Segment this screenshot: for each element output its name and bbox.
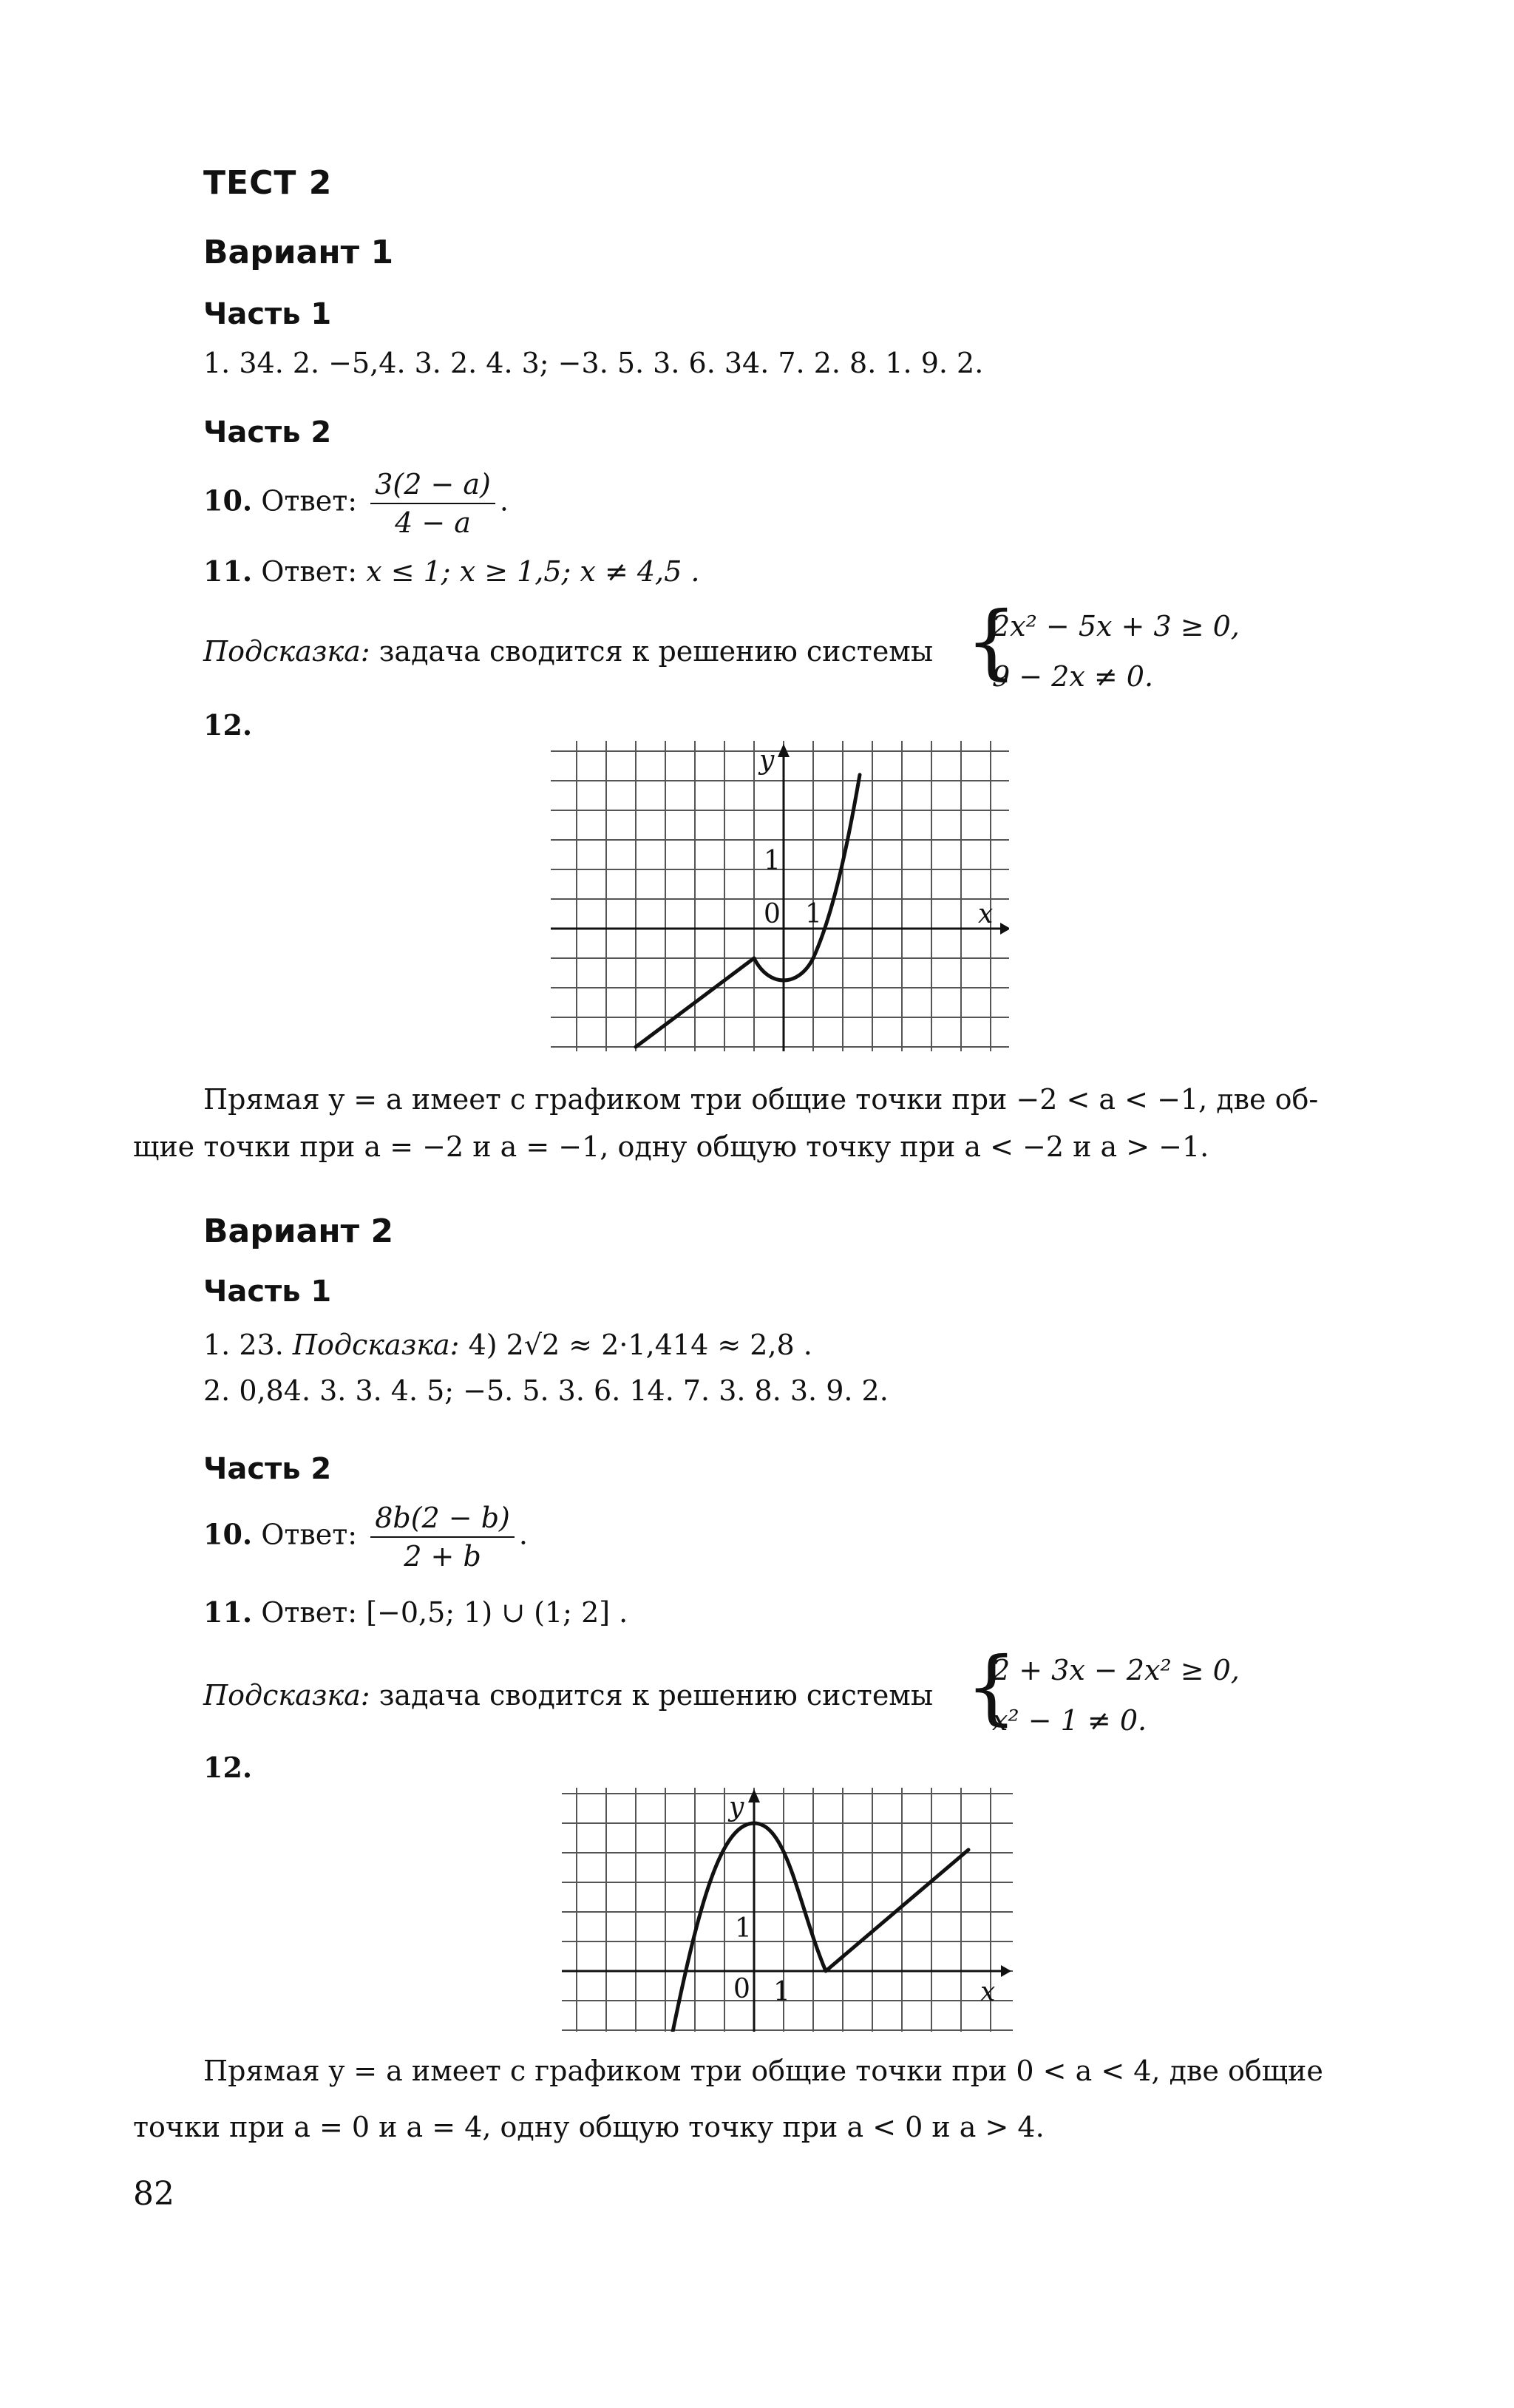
v1-conclusion-line-1: Прямая y = a имеет с графиком три общие точки при −2 < a < −1, две об- [203, 1083, 1319, 1116]
v2-q10-label: 10. [203, 1517, 253, 1551]
v2-q11-answer-word: Ответ: [261, 1596, 358, 1629]
v2-conclusion-line-1: Прямая y = a имеет с графиком три общие точки при 0 < a < 4, две общие [203, 2055, 1323, 2087]
v1-q10-numerator: 3(2 − a) [370, 467, 495, 504]
v2-q10-answer-word: Ответ: [261, 1518, 358, 1551]
v2-conclusion-line-2: точки при a = 0 и a = 4, одну общую точку при a < 0 и a > 4. [133, 2111, 1045, 2143]
page-number: 82 [133, 2175, 174, 2213]
v2-graph-x-arrow [1001, 1965, 1011, 1977]
v1-conclusion-line-2: щие точки при a = −2 и a = −1, одну общую точку при a < −2 и a > −1. [133, 1130, 1209, 1163]
v1-q11-answer-word: Ответ: [261, 555, 358, 588]
v2-q10: 10. Ответ: $\frac{8b(2 - b)}{2 + b}$ . [203, 1502, 528, 1573]
v2-graph-one-x: 1 [773, 1977, 790, 2007]
v2-hint [203, 1677, 933, 1714]
v2-graph-zero: 0 [733, 1974, 750, 2004]
v1-graph-zero: 0 [764, 899, 781, 929]
v2-hint-word: Подсказка: [203, 1679, 370, 1712]
v2-part1-line1-prefix: 1. 23. [203, 1329, 284, 1361]
v2-graph [562, 1788, 1013, 2032]
v1-graph-grid [551, 741, 1009, 1051]
v2-part1-title: Часть 1 [203, 1275, 332, 1309]
v2-q10-denominator: 2 + b [404, 1540, 481, 1573]
v2-system-line-1: 2 + 3x − 2x² ≥ 0, [992, 1654, 1240, 1686]
v1-graph-x-label: x [978, 899, 994, 929]
v2-q11-label: 11. [203, 1595, 253, 1629]
v2-q11-answer: [−0,5; 1) ∪ (1; 2] . [366, 1596, 628, 1629]
v1-q10-denominator: 4 − a [395, 506, 471, 539]
v1-q10-label: 10. [203, 484, 253, 518]
variant-1-title: Вариант 1 [203, 234, 394, 271]
v1-q10-answer-word: Ответ: [261, 484, 358, 518]
v2-graph-x-label: x [980, 1977, 996, 2007]
v1-system-line-2: 9 − 2x ≠ 0. [992, 660, 1154, 693]
v1-part1-answers: 1. 34. 2. −5,4. 3. 2. 4. 3; −3. 5. 3. 6. 34. 7. 2. 8. 1. 9. 2. [203, 347, 984, 379]
v1-hint [203, 633, 933, 670]
v2-hint-text: задача сводится к решению системы [378, 1679, 934, 1712]
v1-q12-label: 12. [203, 708, 253, 742]
v1-graph [551, 741, 1009, 1051]
v1-hint-word: Подсказка: [203, 635, 370, 668]
v1-system-brace: { [965, 594, 1017, 688]
v2-graph-one-y: 1 [735, 1913, 752, 1944]
v1-part2-title: Часть 2 [203, 416, 332, 450]
v1-graph-y-label: y [759, 745, 775, 776]
v2-part1-line1-hint: Подсказка: [292, 1329, 460, 1361]
v1-system-line-1: 2x² − 5x + 3 ≥ 0, [992, 610, 1240, 642]
v1-q11-answer: x ≤ 1; x ≥ 1,5; x ≠ 4,5 . [366, 555, 700, 588]
v2-part1-line-2: 2. 0,84. 3. 3. 4. 5; −5. 5. 3. 6. 14. 7. 3. 8. 3. 9. 2. [203, 1374, 889, 1407]
v1-graph-one-y: 1 [764, 846, 781, 876]
v2-system-line-2: x² − 1 ≠ 0. [992, 1704, 1147, 1737]
v2-q11 [203, 1594, 628, 1631]
v1-graph-one-x: 1 [805, 899, 822, 929]
v1-q10: 10. Ответ: $\frac{3(2 - a)}{4 - a}$ . [203, 468, 509, 539]
v1-graph-x-arrow [1000, 923, 1009, 935]
v2-system-brace: { [965, 1639, 1017, 1734]
v1-part1-title: Часть 1 [203, 297, 332, 331]
v2-part2-title: Часть 2 [203, 1452, 332, 1486]
v2-part1-line-1 [203, 1326, 812, 1363]
v2-graph-y-label: y [729, 1792, 744, 1822]
v2-part1-line1-rest: 4) 2√2 ≈ 2·1,414 ≈ 2,8 . [468, 1329, 812, 1361]
v1-q11 [203, 553, 699, 590]
variant-2-title: Вариант 2 [203, 1213, 394, 1250]
v1-hint-text: задача сводится к решению системы [378, 635, 934, 668]
v1-q11-label: 11. [203, 554, 253, 588]
v1-graph-curve [636, 775, 860, 1047]
v2-graph-y-arrow [748, 1789, 760, 1802]
v2-q10-fraction [370, 1501, 515, 1573]
v2-q12-label: 12. [203, 1751, 253, 1784]
test-title: ТЕСТ 2 [203, 164, 333, 202]
v2-q10-numerator: 8b(2 − b) [370, 1501, 515, 1538]
v1-q10-fraction [370, 467, 495, 540]
